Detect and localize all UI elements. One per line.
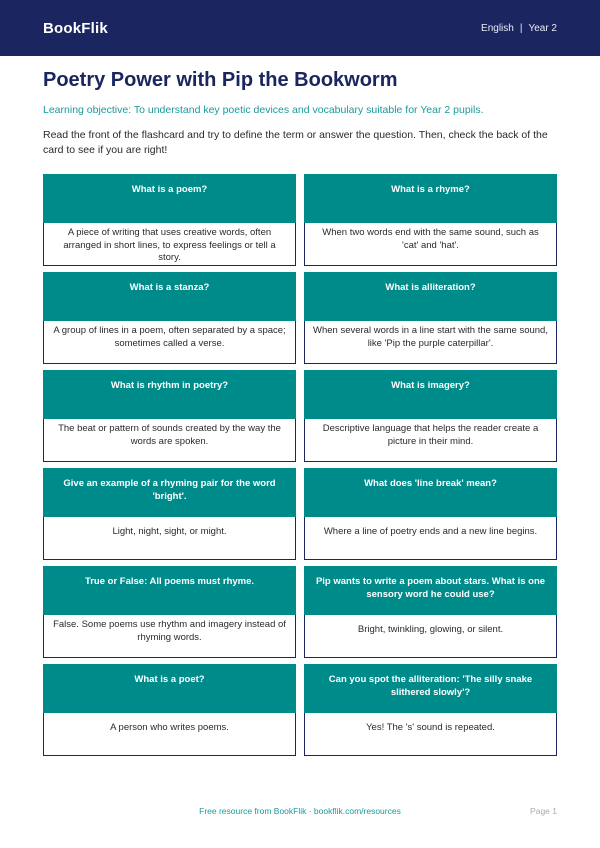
flashcard[interactable] xyxy=(304,370,557,462)
flashcard[interactable] xyxy=(43,272,296,364)
flashcard-back: When several words in a line start with the same sound, like 'Pip the purple caterpillar'. xyxy=(304,321,557,364)
brand-logo[interactable]: BookFlik xyxy=(43,19,108,37)
flashcard-back: False. Some poems use rhythm and imagery instead of rhyming words. xyxy=(43,615,296,658)
flashcard-front: Give an example of a rhyming pair for the word 'bright'. xyxy=(43,468,296,517)
meta-separator: | xyxy=(519,22,523,34)
flashcard-front: What is a rhyme? xyxy=(304,174,557,223)
flashcard-front: Pip wants to write a poem about stars. What is one sensory word he could use? xyxy=(304,566,557,615)
flashcard-back: A group of lines in a poem, often separated by a space; sometimes called a verse. xyxy=(43,321,296,364)
flashcard[interactable] xyxy=(43,566,296,658)
flashcard[interactable] xyxy=(304,566,557,658)
subject-label: English xyxy=(481,22,514,34)
flashcard-front: What is a stanza? xyxy=(43,272,296,321)
flashcard-back: Yes! The 's' sound is repeated. xyxy=(304,713,557,756)
flashcard-front: Can you spot the alliteration: 'The silly snake slithered slowly'? xyxy=(304,664,557,713)
instructions: Read the front of the flashcard and try to define the term or answer the question. Then, check the back of the card to see if you are right! xyxy=(43,129,548,157)
page-title: Poetry Power with Pip the Bookworm xyxy=(43,69,398,91)
header-bar xyxy=(0,0,600,56)
footer-resource-link[interactable]: Free resource from BookFlik · bookflik.com/resources xyxy=(199,806,401,816)
flashcard-back: Bright, twinkling, glowing, or silent. xyxy=(304,615,557,658)
flashcard[interactable] xyxy=(43,468,296,560)
flashcard-front: What is a poem? xyxy=(43,174,296,223)
flashcard-front: What is alliteration? xyxy=(304,272,557,321)
flashcard-back: When two words end with the same sound, such as 'cat' and 'hat'. xyxy=(304,223,557,266)
flashcard[interactable] xyxy=(304,468,557,560)
flashcard-front: What is a poet? xyxy=(43,664,296,713)
flashcard-front: What does 'line break' mean? xyxy=(304,468,557,517)
learning-objective: Learning objective: To understand key poetic devices and vocabulary suitable for Year 2 pupils. xyxy=(43,104,484,116)
flashcard-back: A person who writes poems. xyxy=(43,713,296,756)
flashcard[interactable] xyxy=(304,664,557,756)
page-number: Page 1 xyxy=(530,806,557,816)
flashcard[interactable] xyxy=(43,664,296,756)
flashcard[interactable] xyxy=(43,370,296,462)
flashcard[interactable] xyxy=(43,174,296,266)
year-label: Year 2 xyxy=(528,22,557,34)
flashcard-back: Descriptive language that helps the reader create a picture in their mind. xyxy=(304,419,557,462)
flashcard[interactable] xyxy=(304,272,557,364)
flashcard-back: A piece of writing that uses creative words, often arranged in short lines, to express feelings or tell a story. xyxy=(43,223,296,266)
flashcard-front: True or False: All poems must rhyme. xyxy=(43,566,296,615)
flashcard-back: Where a line of poetry ends and a new line begins. xyxy=(304,517,557,560)
header-meta xyxy=(481,23,557,34)
flashcard-back: Light, night, sight, or might. xyxy=(43,517,296,560)
flashcard-grid xyxy=(43,174,557,756)
flashcard[interactable] xyxy=(304,174,557,266)
flashcard-front: What is imagery? xyxy=(304,370,557,419)
flashcard-front: What is rhythm in poetry? xyxy=(43,370,296,419)
main-content xyxy=(0,56,600,756)
flashcard-back: The beat or pattern of sounds created by the way the words are spoken. xyxy=(43,419,296,462)
